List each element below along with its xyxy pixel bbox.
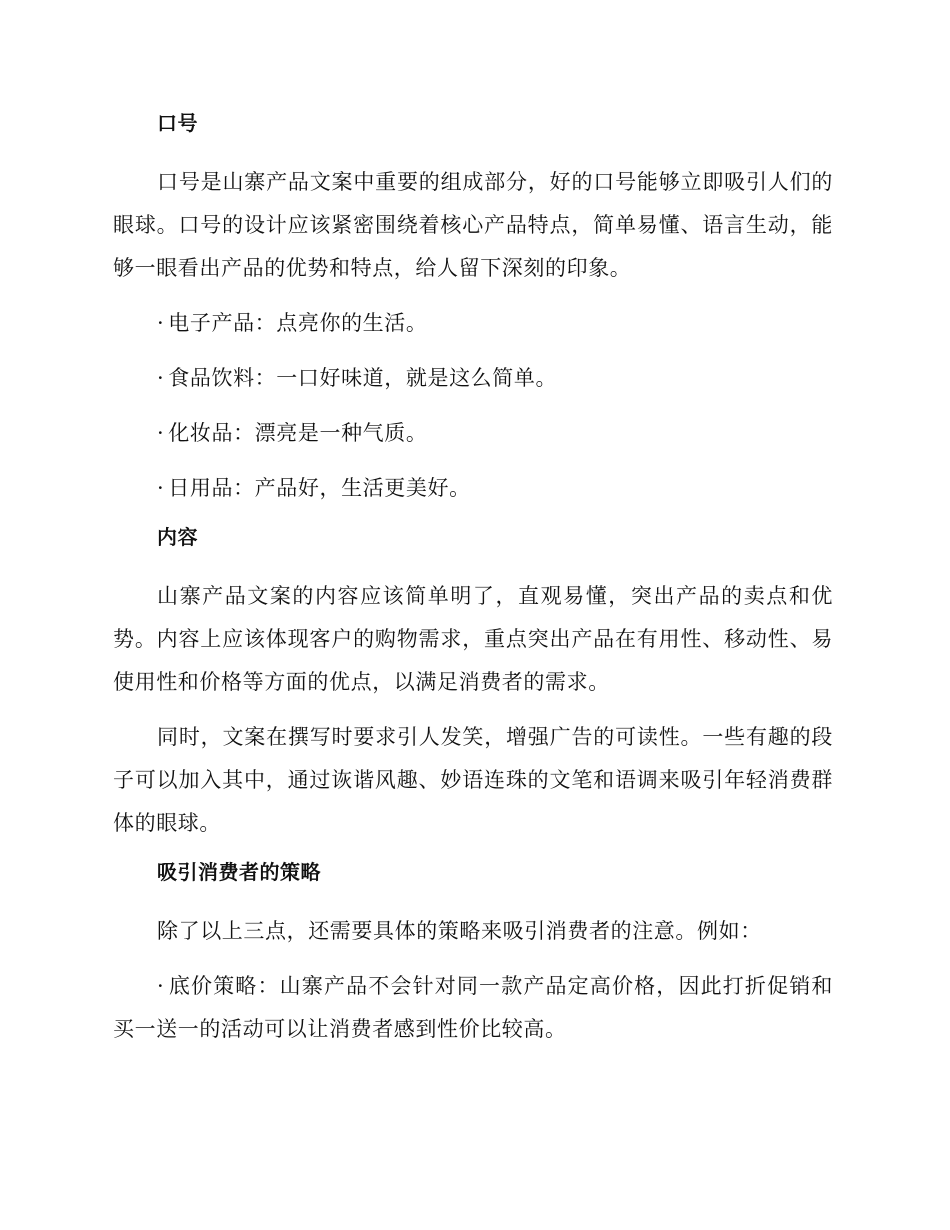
section-heading-content: 内容 [157,525,198,549]
slogan-bullet-item [113,302,833,345]
bullet-text: 化妆品：漂亮是一种气质。 [168,421,428,445]
content-paragraph-2: 同时，文案在撰写时要求引人发笑，增强广告的可读性。一些有趣的段子可以加入其中，通过诙谐风趣、妙语连珠的文笔和语调来吸引年轻消费群体的眼球。 [113,725,833,835]
section-heading-strategy: 吸引消费者的策略 [157,860,321,884]
bullet-text: 电子产品：点亮你的生活。 [168,311,428,335]
strategy-paragraph: 除了以上三点，还需要具体的策略来吸引消费者的注意。例如： [157,919,762,943]
slogan-paragraph: 口号是山寨产品文案中重要的组成部分，好的口号能够立即吸引人们的眼球。口号的设计应该紧密围绕着核心产品特点，简单易懂、语言生动，能够一眼看出产品的优势和特点，给人留下深刻的印象。 [113,170,833,280]
slogan-bullet-item [113,467,833,510]
slogan-bullet-item [113,357,833,400]
document-page [113,108,833,1063]
strategy-bullet-item [113,965,833,1051]
bullet-dot: · [157,366,165,390]
bullet-text: 食品饮料：一口好味道，就是这么简单。 [168,366,558,390]
section-heading-slogan: 口号 [157,111,198,135]
bullet-dot: · [157,476,165,500]
bullet-text: 底价策略：山寨产品不会针对同一款产品定高价格，因此打折促销和买一送一的活动可以让消费者感到性价比较高。 [113,974,833,1041]
slogan-bullet-item [113,412,833,455]
bullet-dot: · [157,311,165,335]
content-paragraph-1: 山寨产品文案的内容应该简单明了，直观易懂，突出产品的卖点和优势。内容上应该体现客户的购物需求，重点突出产品在有用性、移动性、易使用性和价格等方面的优点，以满足消费者的需求。 [113,584,833,694]
bullet-dot: · [157,421,165,445]
bullet-dot: · [157,974,165,998]
bullet-text: 日用品：产品好，生活更美好。 [168,476,471,500]
